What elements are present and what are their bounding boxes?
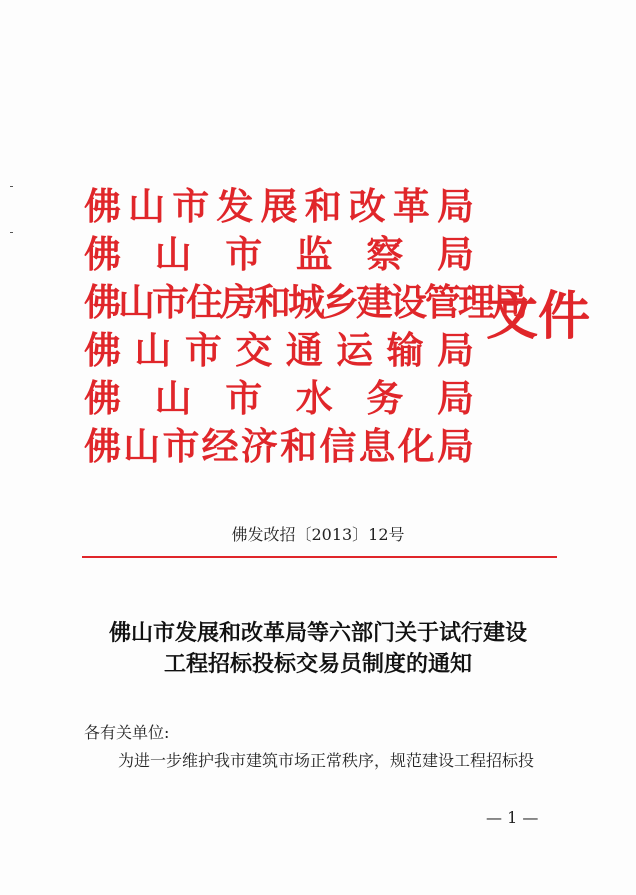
agency-name: 佛山市监察局 — [84, 232, 474, 276]
salutation: 各有关单位: — [84, 723, 170, 742]
document-title — [70, 618, 566, 680]
title-line-1: 佛山市发展和改革局等六部门关于试行建设 — [108, 620, 527, 646]
agency-name: 佛山市住房和城乡建设管理局 — [84, 280, 526, 324]
agency-name: 佛山市交通运输局 — [84, 328, 474, 372]
body-paragraph: 为进一步维护我市建筑市场正常秩序，规范建设工程招标投 — [118, 751, 535, 770]
agency-name: 佛山市经济和信息化局 — [84, 424, 474, 468]
agency-name: 佛山市水务局 — [84, 376, 474, 420]
document-type-label: 文件 — [486, 286, 591, 347]
title-line-2: 工程招标投标交易员制度的通知 — [163, 651, 472, 677]
scan-mark — [10, 186, 13, 187]
red-divider-line — [82, 556, 557, 558]
issuing-agencies — [84, 182, 526, 470]
scan-mark — [10, 232, 13, 233]
agency-name: 佛山市发展和改革局 — [84, 184, 474, 228]
document-number: 佛发改招〔2013〕12号 — [231, 525, 405, 544]
page-number: — 1 — — [486, 808, 539, 827]
